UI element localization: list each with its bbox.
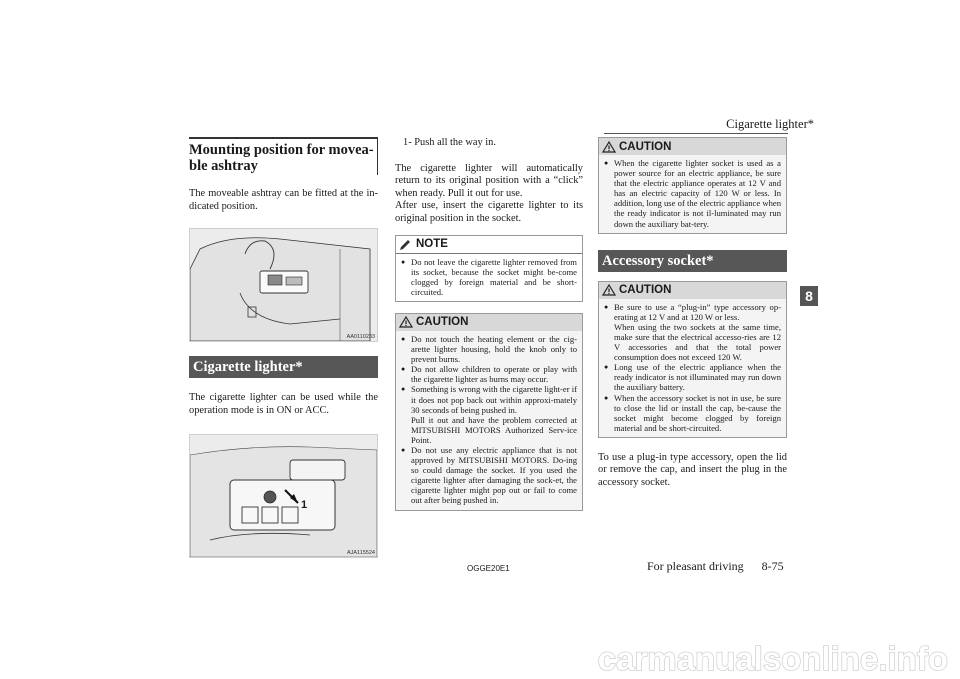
cigarette-lighter-illustration bbox=[190, 435, 377, 557]
caution-box bbox=[598, 137, 787, 234]
bullet-icon: ● bbox=[401, 334, 406, 343]
bullet-icon: ● bbox=[401, 445, 406, 454]
after-use-text: After use, insert the cigarette lighter to its original position in the socket. bbox=[395, 200, 583, 224]
figure-code: AA0110233 bbox=[346, 334, 375, 341]
column-3 bbox=[598, 137, 787, 490]
note-item: ● Do not leave the cigarette lighter removed from its socket, because the socket might be-come clogged by foreign material and be short-circuited. bbox=[401, 256, 577, 297]
bullet-icon: ● bbox=[604, 302, 609, 311]
caution-item: ● Be sure to use a “plug-in” type accessory op-erating at 12 V and at 120 W or less. When using the two sockets at the same time, make sure that the electrical accesso-ries are 12 V accessories and that the total power consumption does not exceed 120 W. bbox=[604, 301, 781, 363]
warning-triangle-icon bbox=[602, 284, 616, 296]
caution-item: ● Do not use any electric appliance that is not approved by MITSUBISHI MOTORS. Do-ing so could damage the socket. If you used the cigarette lighter after damaging the sock-et, the cigarette lighter might pop out or fail to come out after being pushed in. bbox=[401, 444, 577, 506]
note-pencil-icon bbox=[399, 238, 413, 250]
caution-item: ● Long use of the electric appliance when the ready indicator is not illuminated may run down the auxiliary battery. bbox=[604, 362, 781, 393]
section-heading-accessory-socket: Accessory socket* bbox=[598, 250, 787, 272]
note-header bbox=[396, 236, 582, 254]
caution-body bbox=[396, 331, 582, 510]
warning-triangle-icon bbox=[399, 316, 413, 328]
warning-triangle-icon bbox=[602, 141, 616, 153]
caution-header bbox=[599, 282, 786, 299]
lighter-return-text: The cigarette lighter will automatically return to its original position with a “click” when ready. Pull it out for use. bbox=[395, 162, 583, 199]
cigarette-lighter-text: The cigarette lighter can be used while the operation mode is in ON or ACC. bbox=[189, 392, 378, 416]
bullet-icon: ● bbox=[604, 363, 609, 372]
header-rule bbox=[604, 133, 788, 134]
bullet-icon: ● bbox=[604, 393, 609, 402]
bullet-icon: ● bbox=[401, 257, 406, 266]
footer bbox=[647, 559, 784, 574]
chapter-tab: 8 bbox=[800, 286, 818, 306]
column-1 bbox=[189, 137, 378, 558]
bullet-icon: ● bbox=[401, 385, 406, 394]
section-heading-cigarette-lighter: Cigarette lighter* bbox=[189, 356, 378, 378]
note-body bbox=[396, 254, 582, 301]
caution-box bbox=[598, 281, 787, 438]
bullet-icon: ● bbox=[604, 159, 609, 167]
cigarette-lighter-figure bbox=[189, 434, 378, 558]
footer-section: For pleasant driving bbox=[647, 559, 744, 573]
note-label: NOTE bbox=[416, 238, 448, 251]
svg-text:carmanualsonline.info: carmanualsonline.info bbox=[598, 640, 948, 677]
figure-code: AJA115524 bbox=[346, 550, 375, 557]
section-heading-ashtray: Mounting position for movea- ble ashtray bbox=[189, 137, 378, 178]
ashtray-figure bbox=[189, 228, 378, 342]
note-box bbox=[395, 235, 583, 302]
caution-box bbox=[395, 313, 583, 511]
caution-item: ● Do not allow children to operate or play with the cigarette lighter as burns may occur. bbox=[401, 364, 577, 385]
caution-label: CAUTION bbox=[619, 284, 672, 297]
ashtray-illustration bbox=[190, 229, 377, 341]
step-text: 1- Push all the way in. bbox=[403, 137, 496, 148]
caution-header bbox=[599, 138, 786, 155]
caution-item: ● When the accessory socket is not in use, be sure to close the lid or install the cap, be-cause the socket might become clogged by foreign material and be short-circuited. bbox=[604, 392, 781, 433]
watermark-logo bbox=[598, 630, 958, 678]
caution-label: CAUTION bbox=[619, 140, 672, 153]
footer-code: OGGE20E1 bbox=[467, 564, 510, 573]
caution-label: CAUTION bbox=[416, 316, 469, 329]
column-2 bbox=[395, 137, 583, 511]
accessory-socket-text: To use a plug-in type accessory, open the lid or remove the cap, and insert the plug in the accessory socket. bbox=[598, 451, 787, 489]
caution-item: ● Something is wrong with the cigarette light-er if it does not pop back out within approxi-mately 30 seconds of being pushed in. Pull it out and have the problem corrected at MITSUBISHI MOTORS Authorized Serv-ice Point. bbox=[401, 384, 577, 445]
figure-callout: 1 bbox=[301, 499, 308, 512]
ashtray-text: The moveable ashtray can be fitted at the in-dicated position. bbox=[189, 188, 378, 212]
bullet-icon: ● bbox=[401, 365, 406, 374]
caution-item: ● Do not touch the heating element or the cig-arette lighter housing, hold the knob only to prevent burns. bbox=[401, 333, 577, 365]
caution-header bbox=[396, 314, 582, 331]
caution-body bbox=[599, 155, 786, 233]
caution-body bbox=[599, 299, 786, 437]
page-header-title: Cigarette lighter* bbox=[726, 117, 814, 131]
page-number: 8-75 bbox=[761, 559, 784, 573]
caution-item: ● When the cigarette lighter socket is used as a power source for an electric appliance, be sure that the electric appliance operates at 12 V and has an electric capacity of 120 W or less. In addition, long use of the electric appliance when the ready indicator is not il-luminated may run down the auxiliary bat-tery. bbox=[604, 158, 781, 229]
